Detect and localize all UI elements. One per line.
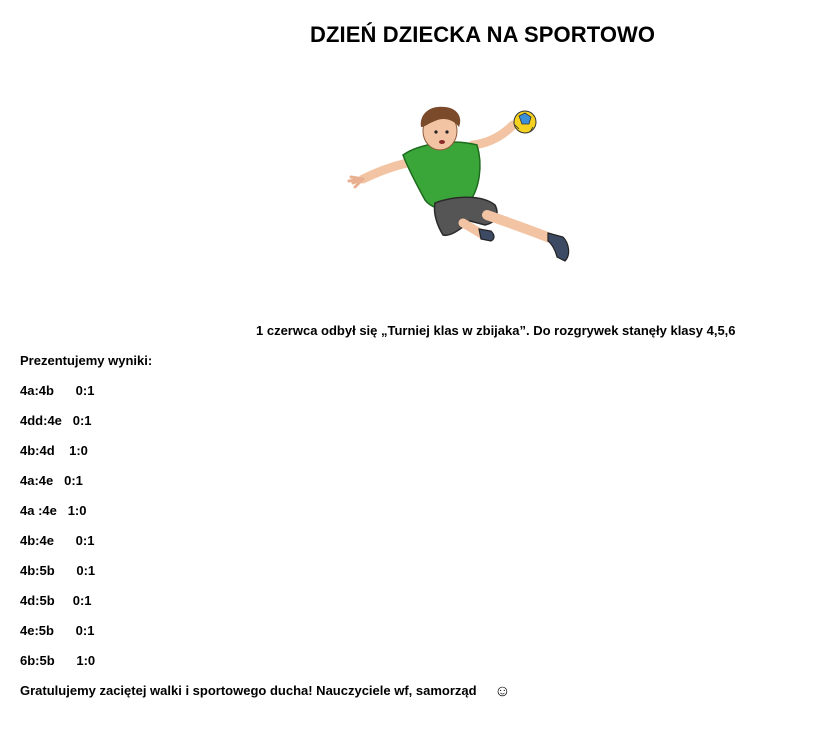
- result-row: 6b:5b 1:0: [20, 653, 96, 668]
- result-row: 4b:4d 1:0: [20, 443, 88, 458]
- footer-message: Gratulujemy zaciętej walki i sportowego ducha! Nauczyciele wf, samorząd: [20, 683, 477, 698]
- results-heading: Prezentujemy wyniki:: [20, 353, 153, 368]
- result-row: 4d:5b 0:1: [20, 593, 92, 608]
- result-row: 4a:4b 0:1: [20, 383, 95, 398]
- intro-text: 1 czerwca odbył się „Turniej klas w zbijaka”. Do rozgrywek stanęły klasy 4,5,6: [256, 323, 736, 338]
- result-row: 4b:5b 0:1: [20, 563, 96, 578]
- result-row: 4a :4e 1:0: [20, 503, 87, 518]
- result-row: 4dd:4e 0:1: [20, 413, 92, 428]
- result-row: 4a:4e 0:1: [20, 473, 83, 488]
- handball-player-illustration: [345, 105, 580, 270]
- page-title: DZIEŃ DZIECKA NA SPORTOWO: [310, 22, 656, 47]
- smiley-icon: ☺: [494, 683, 511, 700]
- footer-text: [20, 683, 511, 701]
- result-row: 4b:4e 0:1: [20, 533, 95, 548]
- result-row: 4e:5b 0:1: [20, 623, 95, 638]
- results-list: [20, 383, 95, 683]
